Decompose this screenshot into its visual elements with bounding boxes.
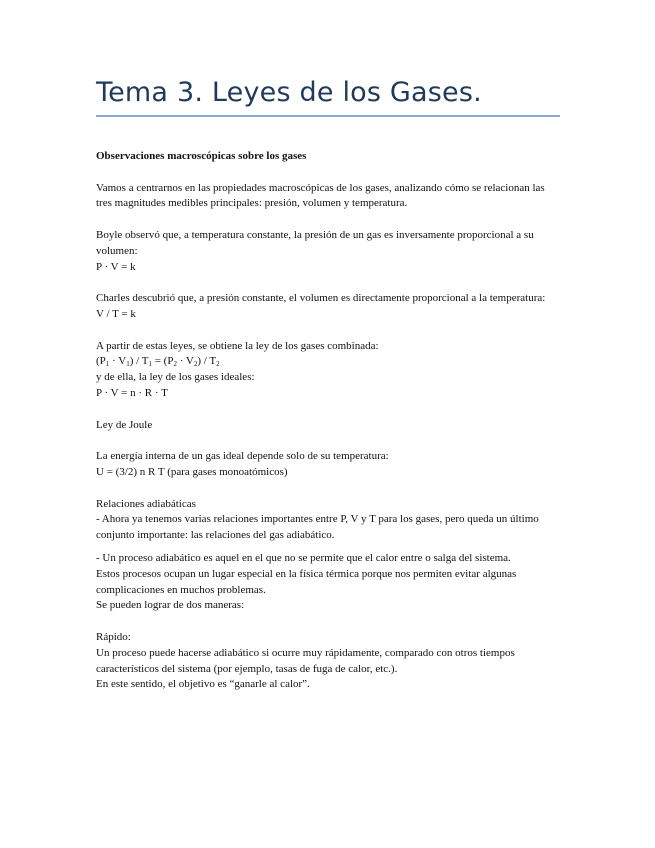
fast-goal: En este sentido, el objetivo es “ganarle al calor”. — [96, 678, 310, 691]
combined-paragraph: A partir de estas leyes, se obtiene la ley de los gases combinada: — [96, 339, 379, 352]
joule-heading: Ley de Joule — [96, 418, 153, 431]
intro-paragraph: Vamos a centrarnos en las propiedades macroscópicas de los gases, analizando cómo se relacionan las tres magnitudes medibles principales: presión, volumen y temperatura. — [96, 181, 545, 210]
fast-paragraph: Un proceso puede hacerse adiabático si ocurre muy rápidamente, comparado con otros tiempos característicos del sistema (por ejemplo, tasas de fuga de calor, etc.). — [96, 646, 515, 675]
charles-formula: V / T = k — [96, 307, 136, 320]
section-heading-observations: Observaciones macroscópicas sobre los gases — [96, 150, 307, 162]
combined-formula: $(P_1 \cdot V_1) / T_1 = (P_2 \cdot V_2) / T_2$ — [96, 355, 220, 369]
adiabatic-heading: Relaciones adiabáticas — [96, 497, 196, 510]
boyle-paragraph: Boyle observó que, a temperatura constante, la presión de un gas es inversamente proporcional a su volumen: — [96, 228, 534, 257]
adiabatic-ways: Se pueden lograr de dos maneras: — [96, 599, 245, 612]
joule-formula: U = (3/2) n R T (para gases monoatómicos) — [96, 465, 288, 478]
charles-paragraph: Charles descubrió que, a presión constante, el volumen es directamente proporcional a la temperatura: — [96, 292, 546, 305]
joule-paragraph: La energía interna de un gas ideal depende solo de su temperatura: — [96, 450, 389, 463]
fast-heading: Rápido: — [96, 630, 131, 643]
document-body — [96, 149, 561, 693]
adiabatic-definition: - Un proceso adiabático es aquel en el que no se permite que el calor entre o salga del sistema. — [96, 551, 511, 564]
ideal-gas-formula: P · V = n · R · T — [96, 386, 168, 399]
adiabatic-intro: - Ahora ya tenemos varias relaciones importantes entre P, V y T para los gases, pero queda un último conjunto importante: las relaciones del gas adiabático. — [96, 513, 539, 542]
adiabatic-special: Estos procesos ocupan un lugar especial en la física térmica porque nos permiten evitar algunas complicaciones en muchos problemas. — [96, 567, 517, 596]
ideal-gas-paragraph: y de ella, la ley de los gases ideales: — [96, 371, 255, 384]
boyle-formula: P · V = k — [96, 260, 136, 273]
title-underline — [96, 115, 560, 117]
page-title: Tema 3. Leyes de los Gases. — [96, 77, 482, 108]
